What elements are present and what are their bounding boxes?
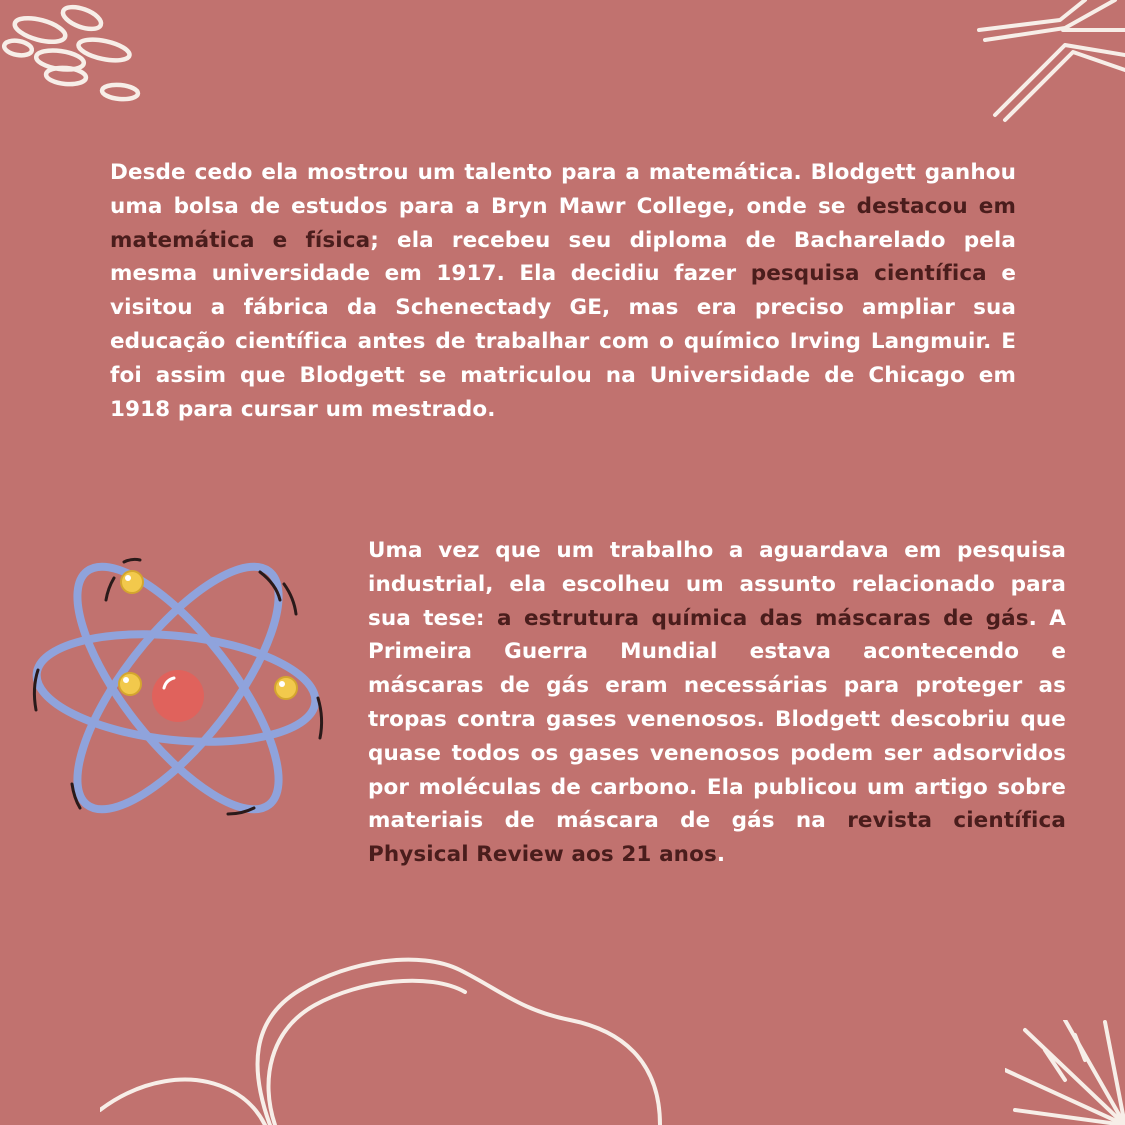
- highlighted-text: a estrutura química das máscaras de gás: [497, 605, 1029, 631]
- oval-cluster-doodle: [0, 0, 160, 110]
- leaf-fan-doodle: [1005, 1020, 1125, 1125]
- intro-paragraph: [110, 156, 1016, 426]
- paragraph-text: . A Primeira Guerra Mundial estava acontecendo e máscaras de gás eram necessárias para proteger as tropas contra gases venenosos. Blodgett descobriu que quase todos os gases venenosos podem ser adsorvidos por moléculas de carbono. Ela publicou um artigo sobre materiais de máscara de gás na: [368, 605, 1067, 834]
- blob-outline-doodle: [100, 950, 680, 1125]
- paragraph-text: .: [716, 842, 726, 868]
- paragraph-text: e visitou a fábrica da Schenectady GE, mas era preciso ampliar sua educação científica antes de trabalhar com o químico Irving Langmuir. E foi assim que Blodgett se matriculou na Universidade de Chicago em 1918 para cursar um mestrado.: [110, 261, 1016, 422]
- thesis-paragraph: [368, 534, 1066, 872]
- atom-icon: [28, 548, 333, 848]
- star-burst-doodle: [965, 0, 1125, 125]
- paragraph-text: Uma vez que um trabalho a aguardava em pesquisa industrial, ela escolheu um assunto relacionado para sua tese:: [368, 538, 1066, 631]
- highlighted-text: destacou em matemática e física: [110, 193, 1016, 253]
- highlighted-text: pesquisa científica: [750, 261, 987, 287]
- highlighted-text: revista científica Physical Review aos 21 anos: [368, 808, 1066, 868]
- paragraph-text: Desde cedo ela mostrou um talento para a matemática. Blodgett ganhou uma bolsa de estudos para a Bryn Mawr College, onde se: [110, 160, 1016, 219]
- paragraph-text: ; ela recebeu seu diploma de Bacharelado pela mesma universidade em 1917. Ela decidiu fazer: [110, 227, 1016, 287]
